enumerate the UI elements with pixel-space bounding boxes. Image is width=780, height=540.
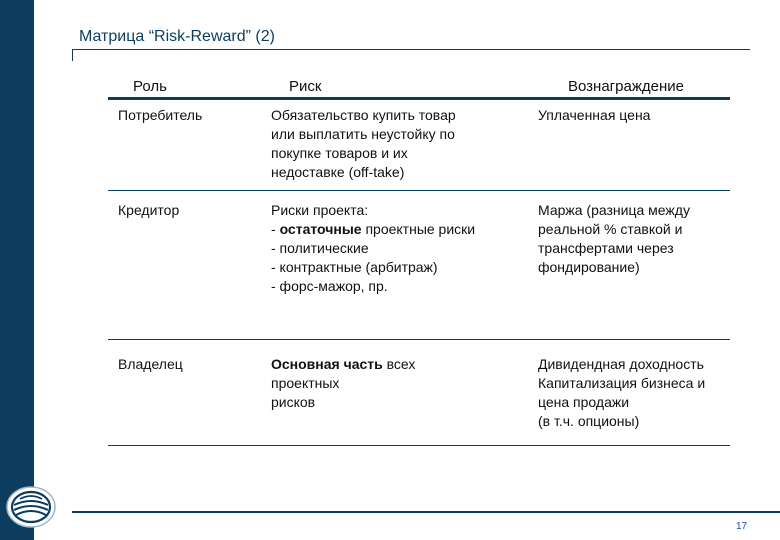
globe-logo-icon bbox=[4, 484, 58, 530]
header-divider bbox=[108, 97, 730, 100]
left-sidebar-band bbox=[0, 0, 34, 540]
title-bracket bbox=[72, 49, 73, 61]
row2-risk-line2-prefix: - bbox=[271, 221, 280, 237]
header-role: Роль bbox=[133, 78, 167, 95]
row2-reward-line1: Маржа (разница между bbox=[538, 202, 690, 218]
row2-role: Кредитор bbox=[118, 202, 180, 218]
footer-rule bbox=[72, 511, 780, 513]
header-risk: Риск bbox=[289, 78, 322, 95]
row1-risk-line1: Обязательство купить товар bbox=[271, 107, 456, 123]
row3-reward-line3: цена продажи bbox=[538, 394, 630, 410]
row2-risk-line4: - контрактные (арбитраж) bbox=[271, 259, 438, 275]
row2-risk-line2-bold: остаточные bbox=[279, 221, 362, 237]
row1-role: Потребитель bbox=[118, 107, 203, 123]
slide-title: Матрица “Risk-Reward” (2) bbox=[79, 28, 275, 45]
row2-reward-line2: реальной % ставкой и bbox=[538, 221, 683, 237]
row1-risk-line3: покупке товаров и их bbox=[271, 145, 408, 161]
row2-risk-line2 bbox=[271, 220, 475, 239]
row2-divider bbox=[108, 339, 730, 340]
row1-risk-line4: недоставке (off-take) bbox=[271, 164, 405, 180]
row2-risk-line2-rest: проектные риски bbox=[361, 221, 476, 237]
row2-risk-line1: Риски проекта: bbox=[271, 202, 369, 218]
row2-risk-line3: - политические bbox=[271, 240, 369, 256]
row2-reward-line3: трансфертами через bbox=[538, 240, 674, 256]
row2-risk-line5: - форс-мажор, пр. bbox=[271, 278, 388, 294]
page-number: 17 bbox=[736, 521, 748, 532]
row3-risk-line1-rest: всех bbox=[382, 356, 416, 372]
row3-reward bbox=[538, 355, 705, 431]
row3-reward-line2: Капитализация бизнеса и bbox=[538, 375, 706, 391]
row1-divider bbox=[108, 190, 730, 191]
row2-reward bbox=[538, 201, 690, 277]
row1-risk bbox=[271, 106, 456, 182]
row1-reward bbox=[538, 106, 650, 125]
row3-divider bbox=[108, 445, 730, 446]
row3-risk-line1 bbox=[271, 355, 415, 374]
header-reward: Вознаграждение bbox=[568, 78, 684, 95]
row3-risk-line3: рисков bbox=[271, 394, 316, 410]
row3-reward-line1: Дивидендная доходность bbox=[538, 356, 704, 372]
row2-risk bbox=[271, 201, 475, 296]
row3-risk bbox=[271, 355, 415, 412]
row3-risk-line2: проектных bbox=[271, 375, 340, 391]
row1-reward-line1: Уплаченная цена bbox=[538, 107, 651, 123]
row2-reward-line4: фондирование) bbox=[538, 259, 640, 275]
row3-role: Владелец bbox=[118, 356, 183, 372]
title-underline bbox=[72, 49, 750, 50]
row1-risk-line2: или выплатить неустойку по bbox=[271, 126, 455, 142]
row3-reward-line4: (в т.ч. опционы) bbox=[538, 413, 640, 429]
row3-risk-line1-bold: Основная часть bbox=[271, 356, 383, 372]
